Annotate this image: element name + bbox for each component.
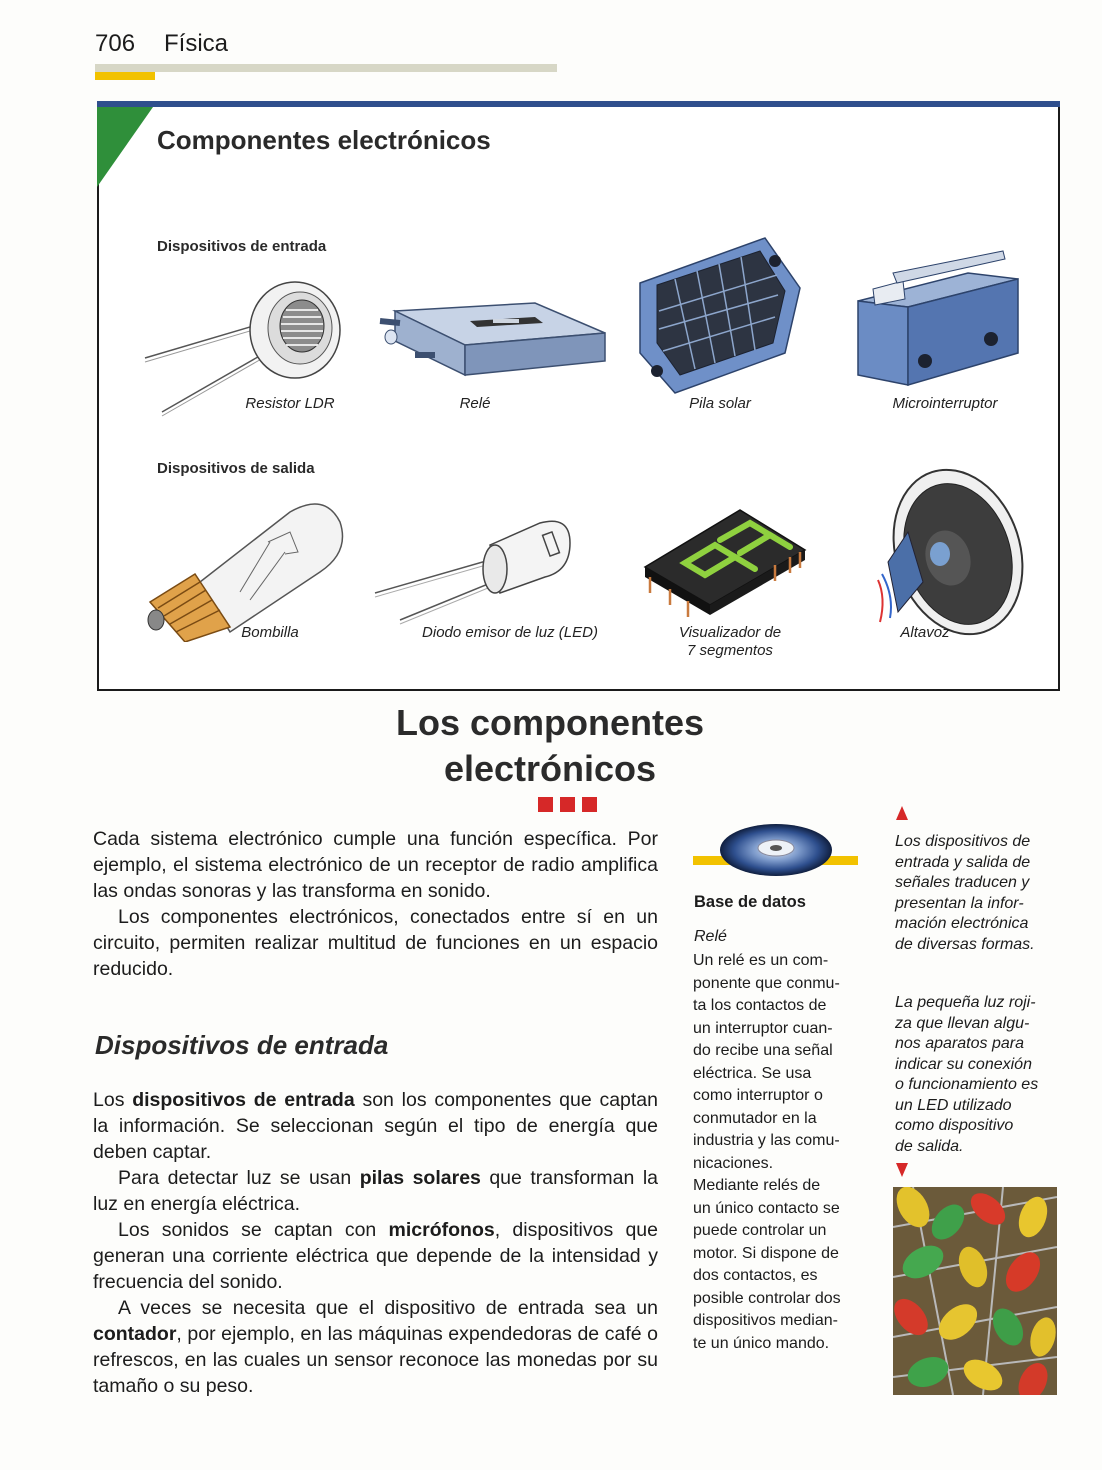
note-line: indicar su conexión [895,1055,1032,1073]
database-line: industria y las comu- [693,1132,840,1149]
database-line: un interruptor cuan- [693,1019,833,1037]
caption-ldr: Resistor LDR [245,395,335,412]
caption-led: Diodo emisor de luz (LED) [422,624,598,641]
database-line: do recibe una señal [693,1042,833,1059]
header-accent [95,72,155,80]
database-line: dos contactos, es [693,1267,818,1284]
caption-relay: Relé [459,395,491,412]
led-photo [893,1187,1057,1395]
intro-paragraph-1: Cada sistema electrónico cumple una función específica. Por ejemplo, el sistema electrónico de un receptor de radio amplifica las ondas sonoras y las transforma en sonido. [93,828,658,902]
article-title-line2: electrónicos [443,748,657,789]
paragraph-input-devices: Los dispositivos de entrada son los componentes que captan la información. Se seleccionan según el tipo de energía que deben captar. [93,1089,658,1163]
margin-note-1 [895,832,1070,955]
triangle-down-icon [896,1163,908,1177]
input-devices-heading: Dispositivos de entrada [157,238,327,255]
caption-7-segment-line1: Visualizador de [678,624,782,641]
caption-7-segment-line2: 7 segmentos [687,642,773,659]
paragraph-counter: A veces se necesita que el dispositivo de entrada sea un contador, por ejemplo, en las máquinas expendedoras de café o refrescos, en las cuales un sensor reconoce las monedas por su tamaño o su peso. [93,1297,658,1397]
note-line: presentan la infor- [895,894,1024,912]
relay-icon [375,293,610,383]
database-line: posible controlar dos [693,1289,841,1307]
seven-segment-display-icon [640,505,815,620]
microswitch-icon [853,243,1023,388]
database-line: nicaciones. [693,1154,774,1172]
note-line: un LED utilizado [895,1096,1012,1114]
intro-paragraph-2: Los componentes electrónicos, conectados entre sí en un circuito, permiten realizar multitud de funciones en un espacio reducido. [93,906,658,980]
database-line: eléctrica. Se usa [693,1064,812,1082]
database-text [693,950,868,1355]
caption-solar-cell: Pila solar [689,395,751,412]
header-rule [95,64,557,72]
note-line: Los dispositivos de [895,833,1031,850]
paragraph-microphones: Los sonidos se captan con micrófonos, dispositivos que generan una corriente eléctrica que depende de la intensidad y frecuencia del sonido. [93,1219,658,1293]
figure-top-bar [97,101,1060,107]
article-title-line1: Los componentes [395,702,705,743]
solar-cell-icon [635,233,805,398]
note-line: mación electrónica [895,915,1029,932]
note-line: La pequeña luz roji- [895,994,1036,1011]
section-name: Física [164,30,229,57]
database-line: un único contacto se [693,1199,840,1217]
speaker-icon [868,462,1028,640]
margin-note-2 [895,993,1070,1157]
caption-microswitch: Microinterruptor [892,395,998,412]
led-icon [370,505,580,625]
database-line: como interruptor o [693,1087,823,1104]
note-line: za que llevan algu- [895,1014,1030,1032]
note-line: de diversas formas. [895,935,1035,953]
note-line: entrada y salida de [895,853,1031,871]
paragraph-solar-cells: Para detectar luz se usan pilas solares que transforman la luz en energía eléctrica. [93,1167,658,1215]
subheading-input-devices: Dispositivos de entrada [95,1030,389,1060]
database-line: motor. Si dispone de [693,1244,839,1262]
caption-bulb: Bombilla [241,624,299,641]
note-line: como dispositivo [895,1117,1014,1134]
triangle-up-icon [896,806,908,820]
database-line: puede controlar un [693,1222,827,1239]
figure-title: Componentes electrónicos [157,125,491,155]
database-line: te un único mando. [693,1334,830,1352]
caption-speaker: Altavoz [900,624,950,641]
database-term: Relé [694,928,727,945]
cd-disc-icon [716,820,836,880]
database-line: ponente que conmu- [693,974,840,992]
database-line: Mediante relés de [693,1177,821,1194]
title-decoration-square [538,797,553,812]
output-devices-heading: Dispositivos de salida [157,460,315,477]
light-bulb-icon [140,492,350,642]
database-line: dispositivos median- [693,1312,838,1329]
note-line: señales traducen y [895,874,1030,891]
database-heading: Base de datos [694,893,806,911]
page-number: 706 [95,30,136,57]
article-title [340,700,760,792]
note-line: nos aparatos para [895,1035,1024,1052]
intro-text [93,826,658,982]
title-decoration-square [560,797,575,812]
input-devices-text [93,1087,658,1399]
database-line: ta los contactos de [693,997,827,1014]
database-line: Un relé es un com- [693,952,829,969]
database-line: conmutador en la [693,1109,817,1127]
note-line: de salida. [895,1137,964,1155]
title-decoration-square [582,797,597,812]
note-line: o funcionamiento es [895,1076,1039,1093]
